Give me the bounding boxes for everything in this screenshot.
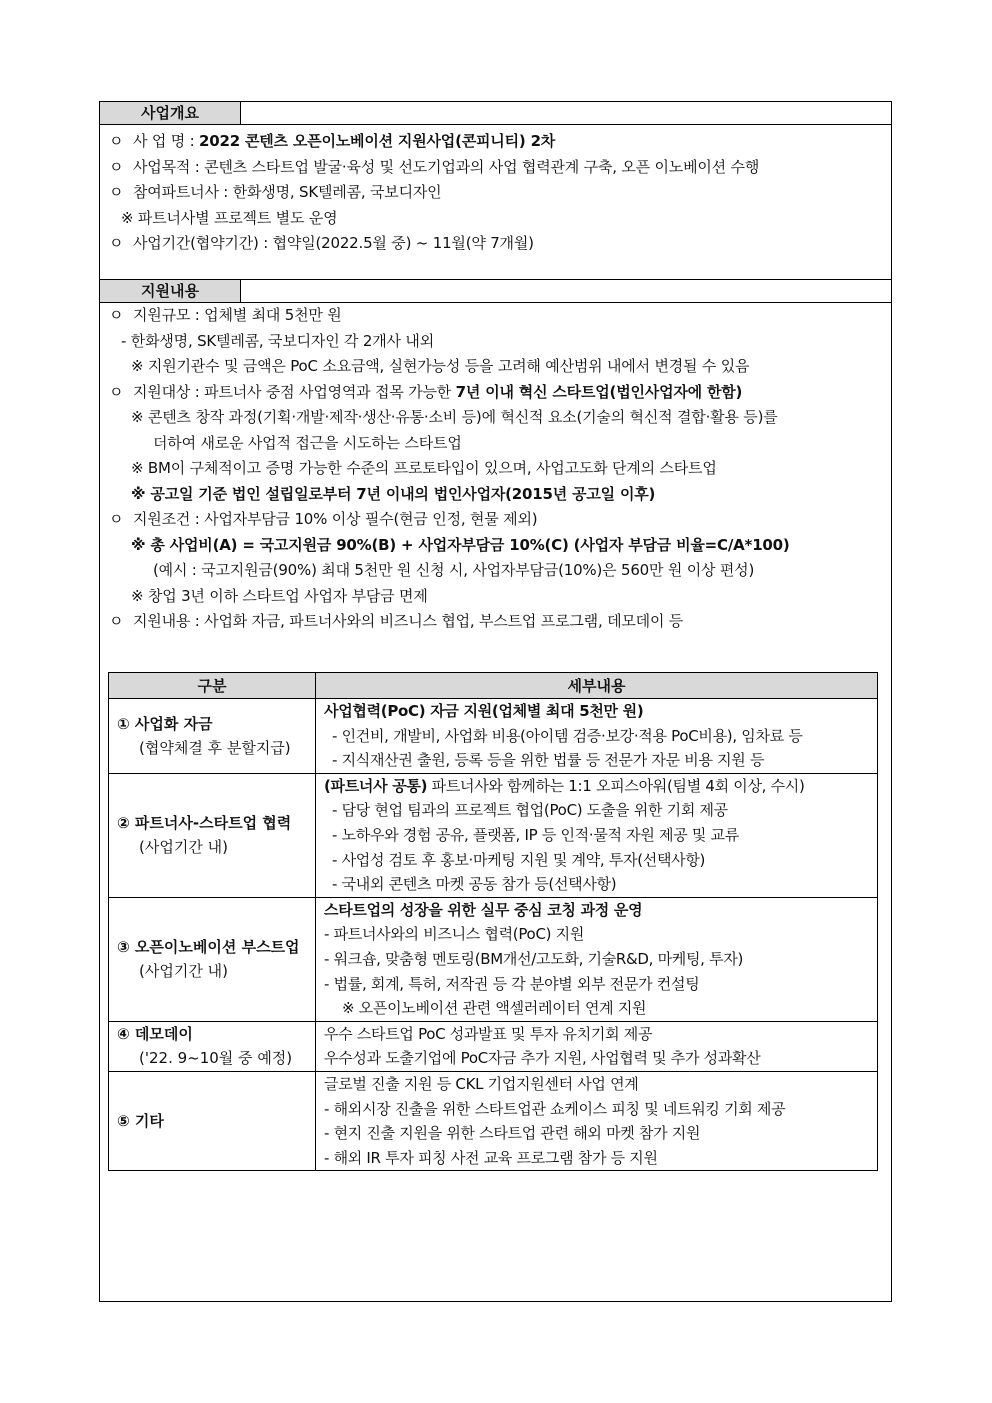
condition-note-2: (예시 : 국고지원금(90%) 최대 5천만 원 신청 시, 사업자부담금(10%)은 560만 원 이상 편성) — [153, 561, 755, 579]
bullet-icon: ㅇ — [109, 183, 124, 201]
scale-line: ㅇ 지원규모 : 업체별 최대 5천만 원 — [109, 303, 883, 329]
business-name-line: ㅇ 사 업 명 : 2022 콘텐츠 오픈이노베이션 지원사업(콘피니티) 2차 — [109, 129, 883, 155]
bullet-icon: ㅇ — [109, 306, 124, 324]
row-category: ③ 오픈이노베이션 부스트업 (사업기간 내) — [109, 897, 316, 1021]
target-note-2: ※ BM이 구체적이고 증명 가능한 수준의 프로토타입이 있으며, 사업고도화 단계의 스타트업 — [131, 459, 717, 477]
table-row — [109, 897, 878, 1021]
row-detail: 사업협력(PoC) 자금 지원(업체별 최대 5천만 원) - 인건비, 개발비, 사업화 비용(아이템 검증·보강·적용 PoC비용), 임차료 등 - 지식재산권 출원, 등록 등을 위한 법률 등 전문가 자문 비용 지원 등 — [316, 699, 878, 774]
header-detail: 세부내용 — [316, 673, 878, 699]
overview-header-label: 사업개요 — [100, 102, 241, 124]
purpose-line: ㅇ 사업목적 : 콘텐츠 스타트업 발굴·육성 및 선도기업과의 사업 협력관계 구축, 오픈 이노베이션 수행 — [109, 155, 883, 181]
row-detail: 글로벌 진출 지원 등 CKL 기업지원센터 사업 연계 - 해외시장 진출을 위한 스타트업관 쇼케이스 피칭 및 네트워킹 기회 제공 - 현지 진출 지원을 위한 스타트업 관련 해외 마켓 참가 지원 - 해외 IR 투자 피칭 사전 교육 프로그램 참가 등 지원 — [316, 1071, 878, 1170]
table-header-row — [109, 673, 878, 699]
condition-line: ㅇ 지원조건 : 사업자부담금 10% 이상 필수(현금 인정, 현물 제외) — [109, 507, 883, 533]
scale-sub: - 한화생명, SK텔레콤, 국보디자인 각 2개사 내외 — [121, 331, 434, 350]
condition-note-1: ※ 총 사업비(A) = 국고지원금 90%(B) + 사업자부담금 10%(C) (사업자 부담금 비율=C/A*100) — [131, 535, 790, 554]
table-row — [109, 1071, 878, 1170]
target-emphasis: 7년 이내 혁신 스타트업(법인사업자에 한함) — [455, 382, 743, 401]
target-note-1a: ※ 콘텐츠 창작 과정(기획·개발·제작·생산·유통·소비 등)에 혁신적 요소(기술의 혁신적 결합·활용 등)를 — [131, 408, 778, 426]
support-section-header — [100, 279, 891, 303]
bullet-icon: ㅇ — [109, 234, 124, 252]
header-category: 구분 — [109, 673, 316, 699]
overview-body — [100, 125, 891, 279]
partners-note: ※ 파트너사별 프로젝트 별도 운영 — [121, 208, 338, 227]
target-line: ㅇ 지원대상 : 파트너사 중점 사업영역과 접목 가능한 7년 이내 혁신 스타트업(법인사업자에 한함) — [109, 380, 883, 406]
table-row — [109, 1021, 878, 1071]
bullet-icon: ㅇ — [109, 510, 124, 528]
row-detail: (파트너사 공통) 파트너사와 함께하는 1:1 오피스아워(팀별 4회 이상, 수시) - 담당 현업 팀과의 프로젝트 협업(PoC) 도출을 위한 기회 제공 - 노하우와 경험 공유, 플랫폼, IP 등 인적·물적 자원 제공 및 교류 - 사업성 검토 후 홍보·마케팅 지원 및 계약, 투자(선택사항) - 국내외 콘텐츠 마켓 공동 참가 등(선택사항) — [316, 773, 878, 897]
row-category: ④ 데모데이 ('22. 9~10월 중 예정) — [109, 1021, 316, 1071]
target-note-3: ※ 공고일 기준 법인 설립일로부터 7년 이내의 법인사업자(2015년 공고일 이후) — [131, 484, 656, 503]
scale-note: ※ 지원기관수 및 금액은 PoC 소요금액, 실현가능성 등을 고려해 예산범위 내에서 변경될 수 있음 — [131, 357, 750, 375]
condition-note-3: ※ 창업 3년 이하 스타트업 사업자 부담금 면제 — [131, 586, 428, 605]
bullet-icon: ㅇ — [109, 612, 124, 630]
partners-line: ㅇ 참여파트너사 : 한화생명, SK텔레콤, 국보디자인 — [109, 180, 883, 206]
target-note-1b: 더하여 새로운 사업적 접근을 시도하는 스타트업 — [153, 433, 462, 452]
support-header-label: 지원내용 — [100, 280, 241, 302]
business-notice-box — [99, 101, 892, 1302]
content-line: ㅇ 지원내용 : 사업화 자금, 파트너사와의 비즈니스 협업, 부스트업 프로그램, 데모데이 등 — [109, 609, 883, 635]
row-category: ⑤ 기타 — [109, 1071, 316, 1170]
row-detail: 우수 스타트업 PoC 성과발표 및 투자 유치기회 제공 우수성과 도출기업에 PoC자금 추가 지원, 사업협력 및 추가 성과확산 — [316, 1021, 878, 1071]
business-name: 2022 콘텐츠 오픈이노베이션 지원사업(콘피니티) 2차 — [199, 132, 556, 150]
bullet-icon: ㅇ — [109, 157, 124, 176]
support-detail-table — [108, 672, 878, 1171]
bullet-icon: ㅇ — [109, 132, 124, 150]
row-category: ① 사업화 자금 (협약체결 후 분할지급) — [109, 699, 316, 774]
table-row — [109, 699, 878, 774]
row-detail: 스타트업의 성장을 위한 실무 중심 코칭 과정 운영 - 파트너사와의 비즈니스 협력(PoC) 지원 - 워크숍, 맞춤형 멘토링(BM개선/고도화, 기술R&D, 마케팅, 투자) - 법률, 회계, 특허, 저작권 등 각 분야별 외부 전문가 컨설팅 ※ 오픈이노베이션 관련 액셀러레이터 연계 지원 — [316, 897, 878, 1021]
period-line: ㅇ 사업기간(협약기간) : 협약일(2022.5월 중) ~ 11월(약 7개월) — [109, 231, 883, 257]
row-category: ② 파트너사-스타트업 협력 (사업기간 내) — [109, 773, 316, 897]
overview-section-header — [100, 102, 891, 125]
support-body — [100, 303, 891, 635]
table-row — [109, 773, 878, 897]
bullet-icon: ㅇ — [109, 382, 124, 401]
